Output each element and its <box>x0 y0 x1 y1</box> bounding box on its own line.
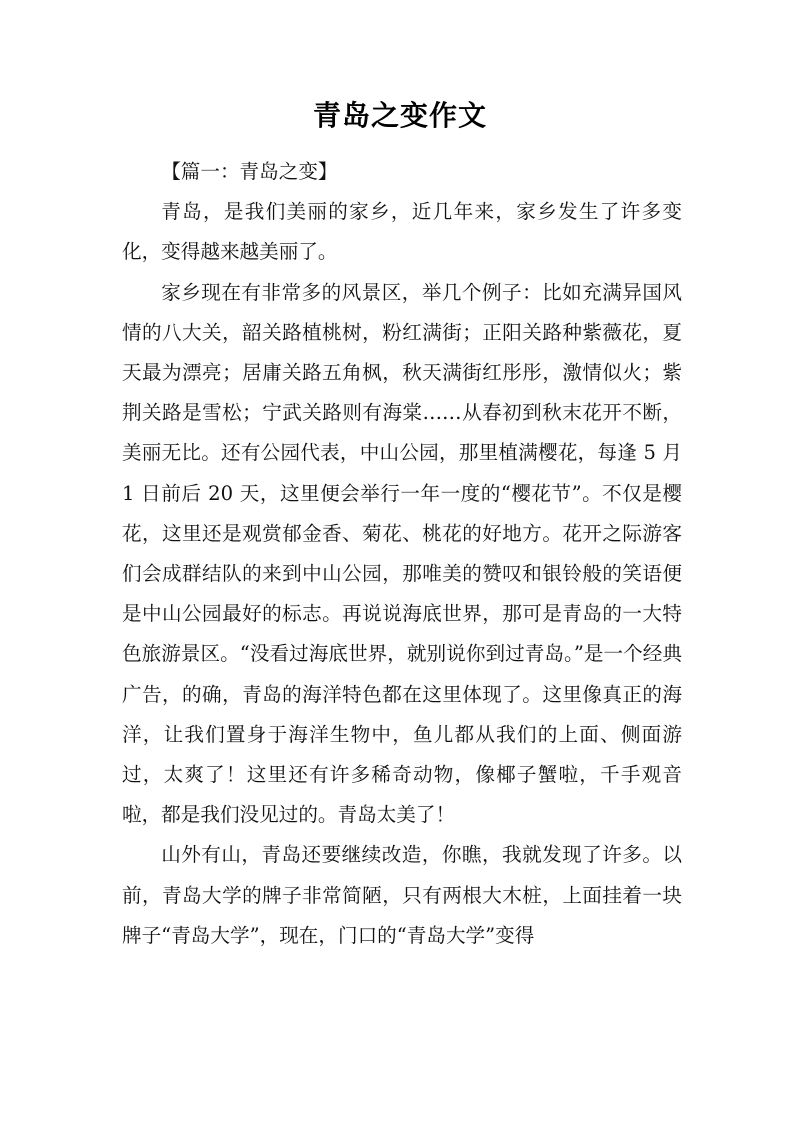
paragraph-1: 青岛，是我们美丽的家乡，近几年来，家乡发生了许多变化，变得越来越美丽了。 <box>122 200 682 264</box>
document-body <box>122 152 682 956</box>
paragraph-2: 家乡现在有非常多的风景区，举几个例子：比如充满异国风情的八大关，韶关路植桃树，粉红满街；正阳关路种紫薇花，夏天最为漂亮；居庸关路五角枫，秋天满街红彤彤，激情似火；紫荆关路是雪松；宁武关路则有海棠……从春初到秋末花开不断，美丽无比。还有公园代表，中山公园，那里植满樱花，每逢 5 月 1 日前后 20 天，这里便会举行一年一度的“樱花节”。不仅是樱花，这里还是观赏郁金香、菊花、桃花的好地方。花开之际游客们会成群结队的来到中山公园，那唯美的赞叹和银铃般的笑语便是中山公园最好的标志。再说说海底世界，那可是青岛的一大特色旅游景区。“没看过海底世界，就别说你到过青岛。”是一个经典广告，的确，青岛的海洋特色都在这里体现了。这里像真正的海洋，让我们置身于海洋生物中，鱼儿都从我们的上面、侧面游过，太爽了！这里还有许多稀奇动物，像椰子蟹啦，千手观音啦，都是我们没见过的。青岛太美了！ <box>122 280 682 827</box>
document-title: 青岛之变作文 <box>312 99 487 132</box>
section-header: 【篇一：青岛之变】 <box>161 160 338 183</box>
paragraph-3: 山外有山，青岛还要继续改造，你瞧，我就发现了许多。以前，青岛大学的牌子非常简陋，只有两根大木桩，上面挂着一块牌子“青岛大学”，现在，门口的“青岛大学”变得 <box>122 843 682 947</box>
